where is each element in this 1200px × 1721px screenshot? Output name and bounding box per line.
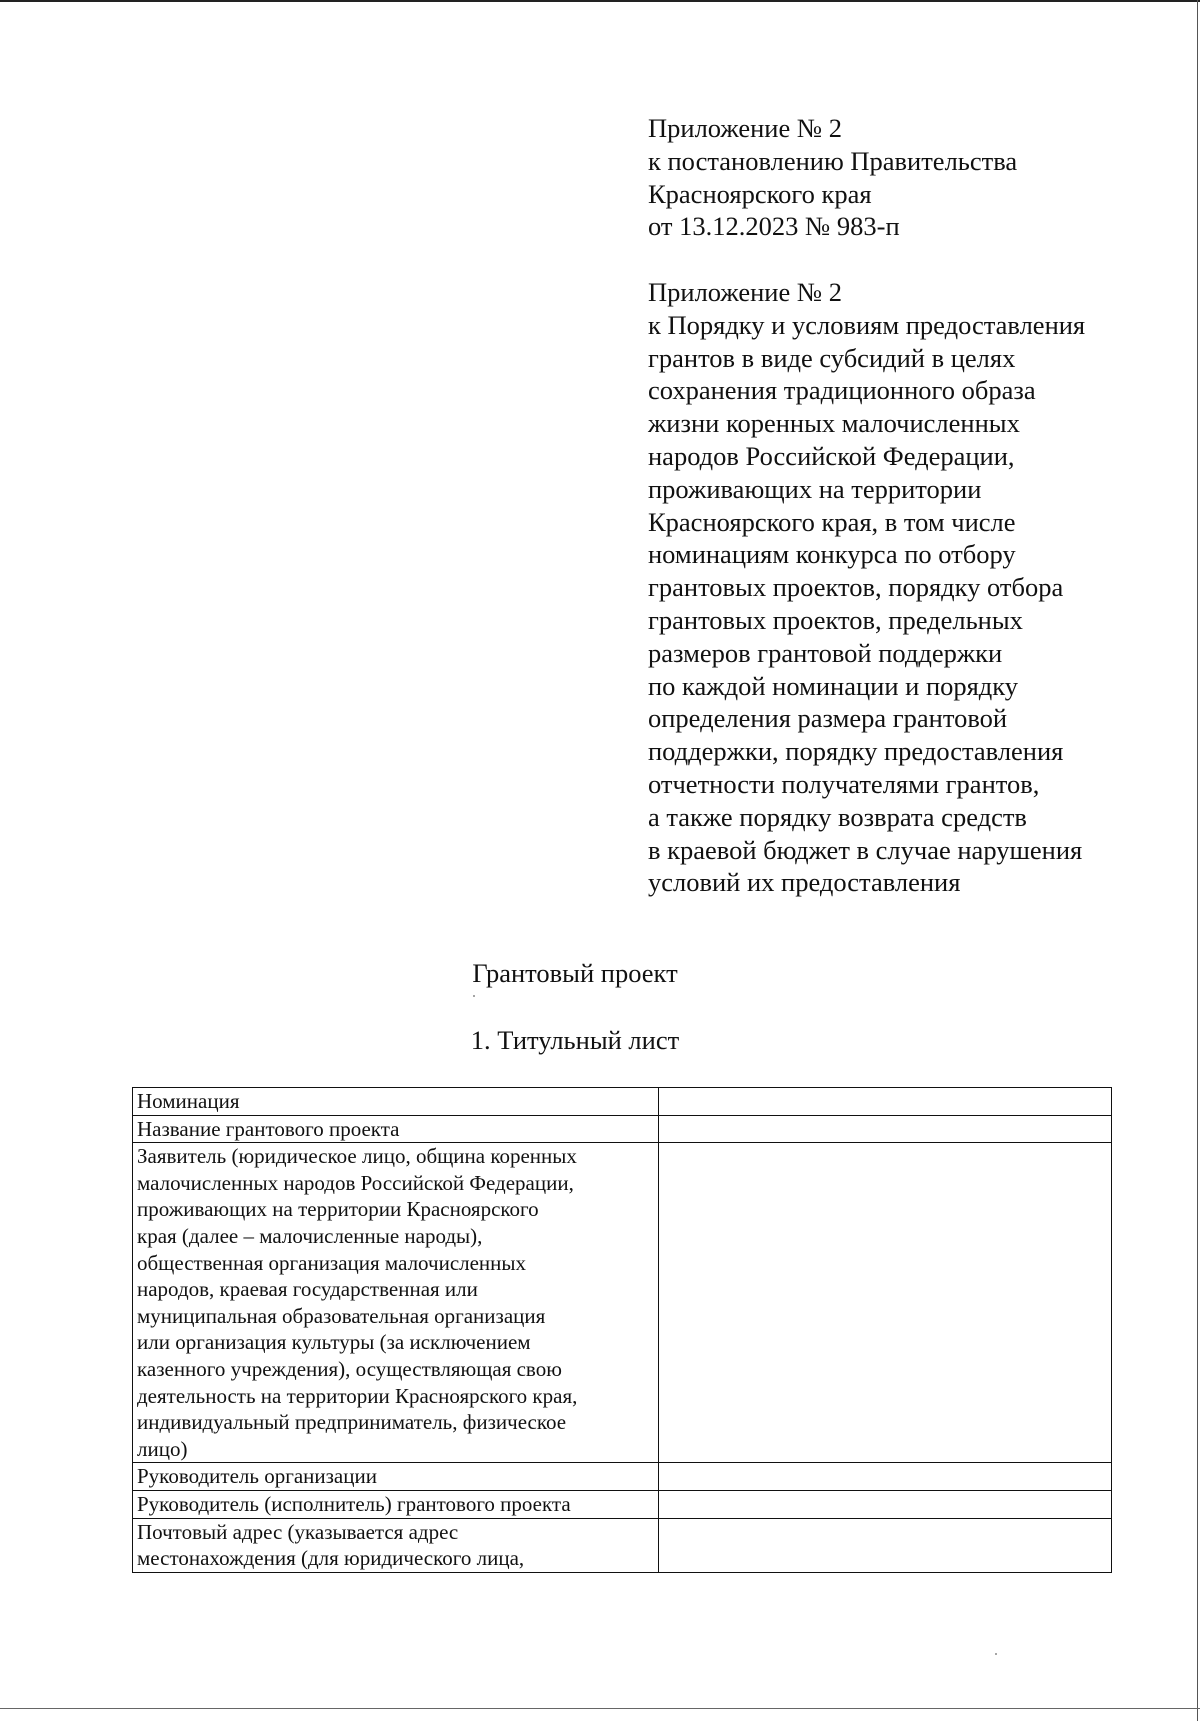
attachment-2-line: проживающих на территории — [648, 473, 982, 504]
row-label-line: общественная организация малочисленных — [137, 1250, 527, 1275]
attachment-1-line: к постановлению Правительства — [648, 145, 1018, 176]
attachment-2-line: грантовых проектов, порядку отбора — [648, 572, 1064, 603]
attachment-2-line: условий их предоставления — [648, 867, 961, 898]
row-label-cell — [133, 1518, 659, 1572]
attachment-1-line: Красноярского края — [648, 178, 872, 209]
row-label-cell — [133, 1115, 659, 1143]
row-label-line: индивидуальный предприниматель, физическое — [137, 1410, 567, 1435]
attachment-2-line: грантов в виде субсидий в целях — [648, 342, 1016, 373]
row-label-line: деятельность на территории Красноярского края, — [137, 1383, 578, 1408]
attachment-2-line: народов Российской Федерации, — [648, 440, 1015, 471]
row-label-cell — [133, 1490, 659, 1518]
attachment-1-line: от 13.12.2023 № 983-п — [648, 211, 900, 242]
attachment-2-line: размеров грантовой поддержки — [648, 637, 1003, 668]
attachment-2-line: жизни коренных малочисленных — [648, 408, 1020, 439]
attachment-2-line: грантовых проектов, предельных — [648, 604, 1023, 635]
scan-speck — [473, 995, 475, 997]
row-label-line: муниципальная образовательная организация — [137, 1303, 546, 1328]
attachment-2-line: определения размера грантовой — [648, 703, 1008, 734]
attachment-2-line: к Порядку и условиям предоставления — [648, 309, 1086, 340]
row-value-cell[interactable] — [659, 1143, 1112, 1463]
row-label-line: местонахождения (для юридического лица, — [137, 1546, 525, 1571]
row-value-cell[interactable] — [659, 1518, 1112, 1572]
attachment-2-line: Приложение № 2 — [648, 277, 843, 307]
row-value-cell[interactable] — [659, 1490, 1112, 1518]
row-label-cell — [133, 1463, 659, 1491]
attachment-2-line: сохранения традиционного образа — [648, 375, 1036, 406]
row-label-line: Руководитель (исполнитель) грантового проекта — [137, 1491, 571, 1516]
attachment-header-procedure — [648, 276, 1168, 899]
table-row — [133, 1088, 1112, 1116]
row-value-cell[interactable] — [659, 1088, 1112, 1116]
row-label-line: Номинация — [137, 1089, 240, 1113]
attachment-2-line: Красноярского края, в том числе — [648, 506, 1016, 537]
attachment-2-line: а также порядку возврата средств — [648, 801, 1027, 832]
table-row — [133, 1490, 1112, 1518]
attachment-2-line: по каждой номинации и порядку — [648, 670, 1019, 701]
document-title: Грантовый проект — [472, 958, 678, 988]
attachment-2-line: поддержки, порядку предоставления — [648, 736, 1064, 767]
attachment-2-line: в краевой бюджет в случае нарушения — [648, 834, 1083, 865]
table-row — [133, 1463, 1112, 1491]
row-label-line: Заявитель (юридическое лицо, община коренных — [137, 1144, 577, 1169]
title-page-table — [132, 1087, 1112, 1573]
row-value-cell[interactable] — [659, 1463, 1112, 1491]
attachment-2-line: номинациям конкурса по отбору — [648, 539, 1016, 570]
table-row — [133, 1115, 1112, 1143]
row-label-cell — [133, 1143, 659, 1463]
row-label-line: Руководитель организации — [137, 1464, 377, 1489]
scan-top-edge — [0, 0, 1200, 2]
attachment-2-line: отчетности получателями грантов, — [648, 768, 1040, 799]
scan-bottom-edge — [0, 1708, 1200, 1709]
attachment-header-resolution — [648, 112, 1168, 243]
row-label-line: народов, краевая государственная или — [137, 1277, 478, 1302]
row-label-line: края (далее – малочисленные народы), — [137, 1223, 483, 1248]
row-label-line: Почтовый адрес (указывается адрес — [137, 1519, 459, 1544]
attachment-1-line: Приложение № 2 — [648, 113, 843, 143]
row-label-line: малочисленных народов Российской Федерации, — [137, 1170, 574, 1195]
row-label-line: казенного учреждения), осуществляющая свою — [137, 1356, 562, 1381]
row-label-line: лицо) — [137, 1436, 188, 1461]
row-label-cell — [133, 1088, 659, 1116]
scan-right-edge — [1197, 0, 1198, 1721]
row-value-cell[interactable] — [659, 1115, 1112, 1143]
section-title: 1. Титульный лист — [470, 1025, 680, 1055]
table-row — [133, 1518, 1112, 1572]
row-label-line: Название грантового проекта — [137, 1116, 400, 1141]
scan-speck — [995, 1653, 997, 1655]
row-label-line: проживающих на территории Красноярского — [137, 1197, 539, 1222]
table-row — [133, 1143, 1112, 1463]
row-label-line: или организация культуры (за исключением — [137, 1330, 531, 1355]
